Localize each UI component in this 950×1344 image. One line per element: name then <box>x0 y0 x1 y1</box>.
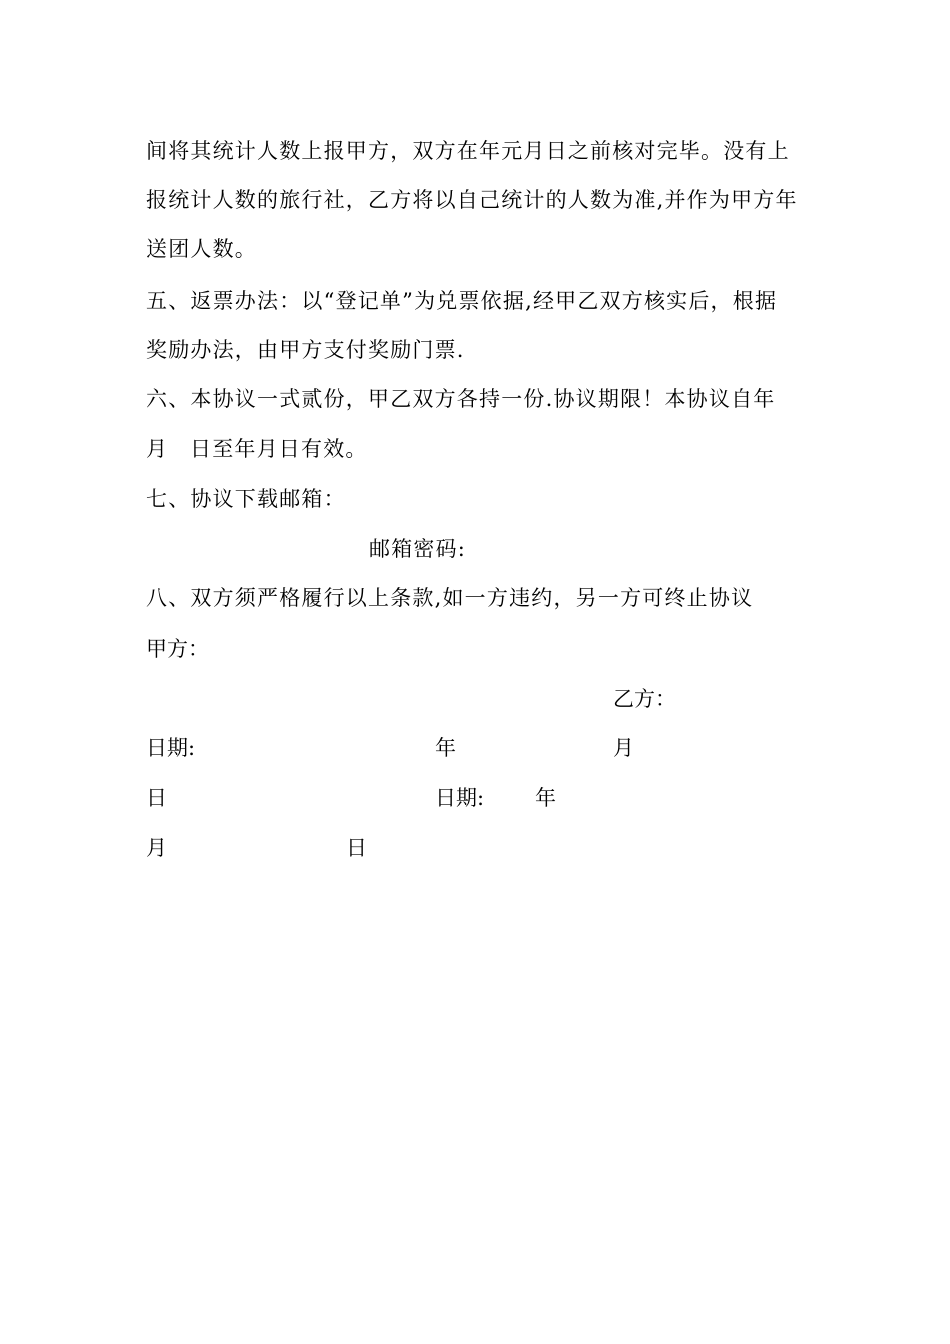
paragraph-5-line-1: 五、返票办法：以“登记单”为兑票依据,经甲乙双方核实后，根据 <box>146 289 778 313</box>
paragraph-8-line-1: 八、双方须严格履行以上条款,如一方违约，另一方可终止协议 <box>146 586 754 610</box>
email-password-label: 邮箱密码: <box>369 537 467 561</box>
paragraph-5-line-2: 奖励办法，由甲方支付奖励门票. <box>146 338 465 362</box>
paragraph-4-line-3: 送团人数。 <box>146 237 257 261</box>
paragraph-6-line-1: 六、本协议一式贰份，甲乙双方各持一份.协议期限！本协议自年 <box>146 387 776 411</box>
date-label-a: 日期: <box>146 736 196 760</box>
date-label-b: 日期: <box>435 786 485 810</box>
month-a: 月 <box>613 736 634 760</box>
day-a: 日 <box>146 786 167 810</box>
day-b: 日 <box>346 836 367 860</box>
paragraph-7-line-1: 七、协议下载邮箱： <box>146 487 346 511</box>
year-b: 年 <box>535 786 556 810</box>
year-a: 年 <box>435 736 456 760</box>
month-b: 月 <box>146 836 167 860</box>
paragraph-6-line-2: 日至年月日有效。 <box>190 437 368 461</box>
paragraph-4-line-1: 间将其统计人数上报甲方，双方在年元月日之前核对完毕。没有上 <box>146 139 790 163</box>
party-a-label: 甲方： <box>146 637 209 661</box>
party-b-label: 乙方： <box>613 687 676 711</box>
paragraph-4-line-2: 报统计人数的旅行社，乙方将以自己统计的人数为准,并作为甲方年 <box>146 188 798 212</box>
paragraph-6-line-2-month: 月 <box>146 437 167 461</box>
